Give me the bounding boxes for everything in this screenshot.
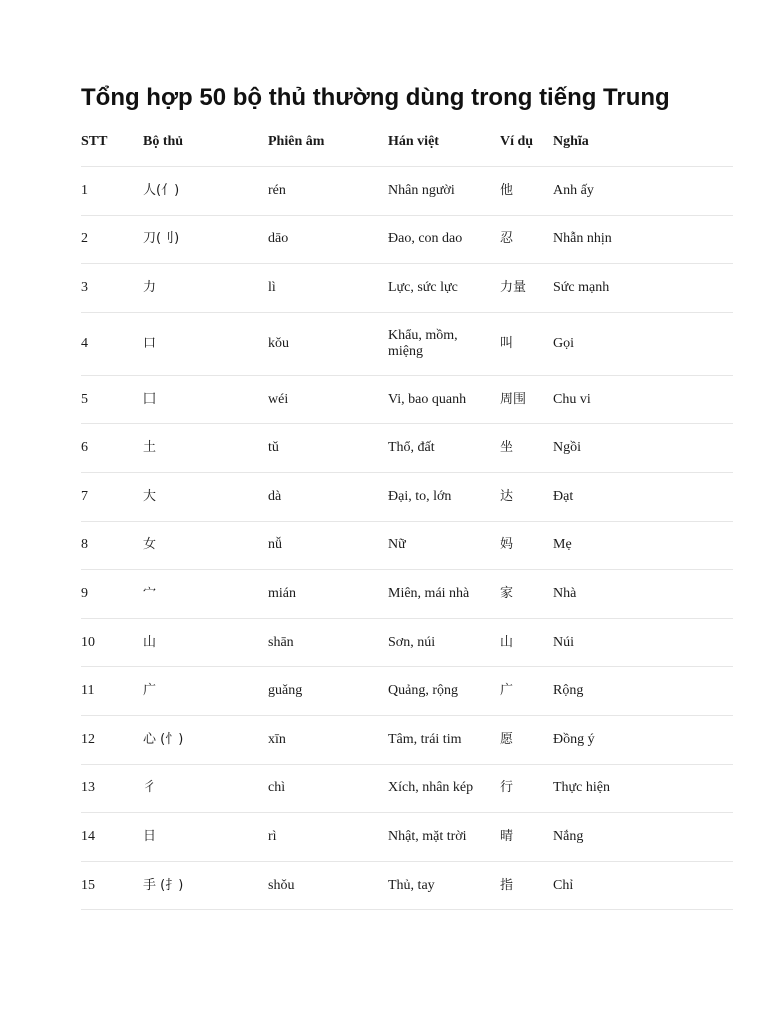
cell-bo-thu: 日 [143,813,268,862]
cell-han-viet [388,813,500,862]
cell-stt: 6 [81,424,143,473]
han-viet-text: Miên, mái nhà [388,585,470,601]
cell-han-viet [388,861,500,910]
cell-vi-du: 广 [500,667,553,716]
table-row [81,764,733,813]
cell-stt: 12 [81,715,143,764]
page-title: Tổng hợp 50 bộ thủ thường dùng trong tiếng Trung [81,84,670,111]
cell-phien-am: xīn [268,715,388,764]
cell-nghia: Nhà [553,570,733,619]
header-vi-du: Ví dụ [500,118,553,167]
cell-phien-am: lì [268,264,388,313]
cell-vi-du: 山 [500,618,553,667]
cell-vi-du: 周围 [500,375,553,424]
cell-stt: 3 [81,264,143,313]
cell-han-viet [388,312,500,375]
cell-stt: 10 [81,618,143,667]
cell-bo-thu: 囗 [143,375,268,424]
cell-vi-du: 家 [500,570,553,619]
table-row [81,375,733,424]
header-stt: STT [81,118,143,167]
header-nghia: Nghĩa [553,118,733,167]
cell-bo-thu: 人(亻) [143,167,268,216]
han-viet-text: Thủ, tay [388,877,435,893]
cell-stt: 13 [81,764,143,813]
cell-phien-am: mián [268,570,388,619]
cell-bo-thu: 力 [143,264,268,313]
cell-stt: 11 [81,667,143,716]
cell-stt: 1 [81,167,143,216]
cell-phien-am: guǎng [268,667,388,716]
cell-han-viet [388,667,500,716]
table-row [81,618,733,667]
cell-vi-du: 行 [500,764,553,813]
han-viet-text: Nhật, mặt trời [388,828,467,844]
han-viet-text: Thổ, đất [388,440,435,456]
cell-vi-du: 达 [500,472,553,521]
table-row [81,570,733,619]
cell-nghia: Thực hiện [553,764,733,813]
cell-bo-thu: 女 [143,521,268,570]
cell-bo-thu: 土 [143,424,268,473]
cell-phien-am: dāo [268,215,388,264]
cell-nghia: Đạt [553,472,733,521]
cell-stt: 2 [81,215,143,264]
table-row [81,264,733,313]
cell-bo-thu: 心 (忄) [143,715,268,764]
cell-phien-am: wéi [268,375,388,424]
table-row [81,667,733,716]
cell-bo-thu: 刀(刂) [143,215,268,264]
cell-han-viet [388,264,500,313]
cell-stt: 5 [81,375,143,424]
cell-vi-du: 晴 [500,813,553,862]
cell-phien-am: tǔ [268,424,388,473]
radicals-table [81,118,733,910]
cell-phien-am: rì [268,813,388,862]
han-viet-text: Tâm, trái tim [388,731,462,747]
cell-nghia: Nhẫn nhịn [553,215,733,264]
han-viet-text: Quảng, rộng [388,683,458,699]
han-viet-text: Nhân người [388,182,455,198]
cell-bo-thu: 彳 [143,764,268,813]
cell-han-viet [388,215,500,264]
cell-nghia: Mẹ [553,521,733,570]
header-han-viet: Hán việt [388,118,500,167]
han-viet-text: Xích, nhân kép [388,780,474,796]
cell-han-viet [388,570,500,619]
cell-stt: 4 [81,312,143,375]
table-row [81,472,733,521]
cell-vi-du: 愿 [500,715,553,764]
cell-nghia: Nắng [553,813,733,862]
cell-bo-thu: 口 [143,312,268,375]
cell-han-viet [388,375,500,424]
table-row [81,521,733,570]
cell-stt: 8 [81,521,143,570]
cell-bo-thu: 手 (扌) [143,861,268,910]
table-row [81,167,733,216]
table-row [81,312,733,375]
cell-phien-am: kǒu [268,312,388,375]
cell-nghia: Anh ấy [553,167,733,216]
cell-stt: 15 [81,861,143,910]
cell-stt: 7 [81,472,143,521]
cell-nghia: Gọi [553,312,733,375]
han-viet-text: Đao, con dao [388,231,463,247]
cell-han-viet [388,764,500,813]
han-viet-text: Nữ [388,537,406,553]
cell-han-viet [388,521,500,570]
cell-vi-du: 指 [500,861,553,910]
cell-nghia: Sức mạnh [553,264,733,313]
table-header-row [81,118,733,167]
header-bo-thu: Bộ thủ [143,118,268,167]
han-viet-text: Lực, sức lực [388,279,458,295]
cell-vi-du: 叫 [500,312,553,375]
cell-vi-du: 坐 [500,424,553,473]
cell-han-viet [388,715,500,764]
cell-bo-thu: 广 [143,667,268,716]
cell-bo-thu: 宀 [143,570,268,619]
cell-phien-am: nǚ [268,521,388,570]
han-viet-text: Sơn, núi [388,634,436,650]
cell-bo-thu: 大 [143,472,268,521]
cell-phien-am: dà [268,472,388,521]
table-row [81,861,733,910]
cell-han-viet [388,618,500,667]
cell-phien-am: shǒu [268,861,388,910]
cell-vi-du: 他 [500,167,553,216]
cell-nghia: Đồng ý [553,715,733,764]
cell-nghia: Rộng [553,667,733,716]
cell-han-viet [388,472,500,521]
cell-han-viet [388,167,500,216]
cell-stt: 14 [81,813,143,862]
han-viet-text: Vi, bao quanh [388,391,467,407]
cell-nghia: Ngồi [553,424,733,473]
cell-phien-am: rén [268,167,388,216]
cell-phien-am: chì [268,764,388,813]
cell-vi-du: 忍 [500,215,553,264]
cell-vi-du: 力量 [500,264,553,313]
cell-han-viet [388,424,500,473]
table-row [81,424,733,473]
cell-vi-du: 妈 [500,521,553,570]
table-row [81,813,733,862]
cell-nghia: Chỉ [553,861,733,910]
han-viet-text: Đại, to, lớn [388,488,452,504]
cell-stt: 9 [81,570,143,619]
han-viet-text: Khẩu, mồm, miệng [388,327,458,359]
cell-nghia: Chu vi [553,375,733,424]
cell-bo-thu: 山 [143,618,268,667]
cell-nghia: Núi [553,618,733,667]
header-phien-am: Phiên âm [268,118,388,167]
table-row [81,715,733,764]
table-row [81,215,733,264]
cell-phien-am: shān [268,618,388,667]
